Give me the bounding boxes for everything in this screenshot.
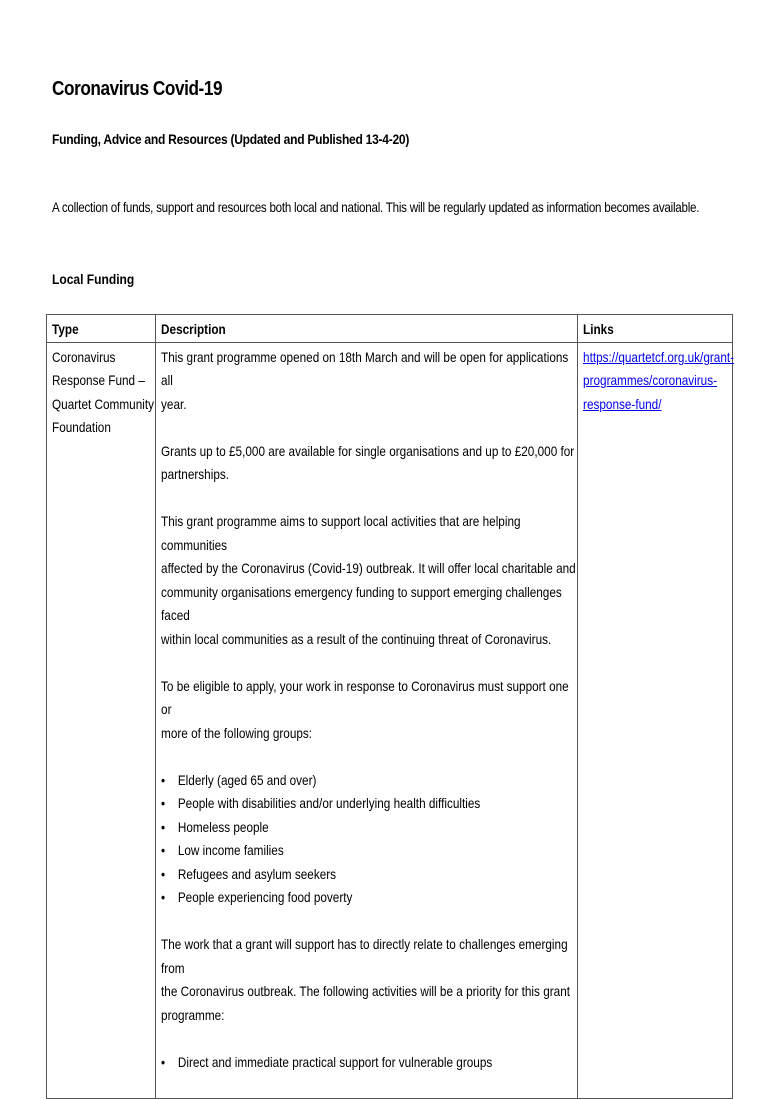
list-item: • Direct and immediate practical support for vulnerable groups (161, 1051, 581, 1075)
list-item: • Low income families (161, 839, 581, 863)
list-item: • Homeless people (161, 816, 581, 840)
description-paragraph: Grants up to £5,000 are available for single organisations and up to £20,000 for partnerships. (161, 442, 575, 482)
page-title: Coronavirus Covid-19 (52, 78, 223, 100)
priority-activities-list (161, 1051, 581, 1075)
description-paragraph: The work that a grant will support has to directly relate to challenges emerging from the Coronavirus outbreak. The following activities will be a priority for this grant programme: (161, 936, 571, 1023)
local-funding-table (46, 314, 733, 1099)
header-links: Links (578, 315, 733, 343)
list-item: • Elderly (aged 65 and over) (161, 769, 581, 793)
type-line: Foundation (52, 419, 111, 435)
description-paragraph: This grant programme opened on 18th March and will be open for applications all year. (161, 348, 569, 412)
type-line: Coronavirus (52, 348, 116, 365)
header-type: Type (47, 315, 156, 343)
description-paragraph: This grant programme aims to support local activities that are helping communities affected by the Coronavirus (Covid-19) outbreak. It will offer local charitable and community organisations emergency funding to support emerging challenges faced within local communities as a result of the continuing threat of Coronavirus. (161, 513, 576, 647)
list-item: • People experiencing food poverty (161, 886, 581, 910)
table-row (47, 342, 733, 1098)
page-subtitle: Funding, Advice and Resources (Updated and Published 13-4-20) (52, 131, 410, 147)
quartet-fund-link[interactable]: https://quartetcf.org.uk/grant- programmes/coronavirus- response-fund/ (583, 348, 735, 412)
eligible-groups-list (161, 769, 581, 910)
section-heading-local-funding: Local Funding (52, 271, 135, 287)
intro-text: A collection of funds, support and resources both local and national. This will be regularly updated as information becomes available. (52, 199, 700, 215)
type-line: Response Fund – (52, 372, 145, 388)
cell-type (47, 342, 156, 1098)
cell-description (156, 342, 578, 1098)
table-header-row (47, 315, 733, 343)
cell-links (578, 342, 733, 1098)
header-description: Description (156, 315, 578, 343)
type-line: Quartet Community (52, 395, 154, 412)
list-item: • People with disabilities and/or underlying health difficulties (161, 792, 581, 816)
list-item: • Refugees and asylum seekers (161, 863, 581, 887)
description-paragraph: To be eligible to apply, your work in response to Coronavirus must support one or more of the following groups: (161, 677, 569, 741)
